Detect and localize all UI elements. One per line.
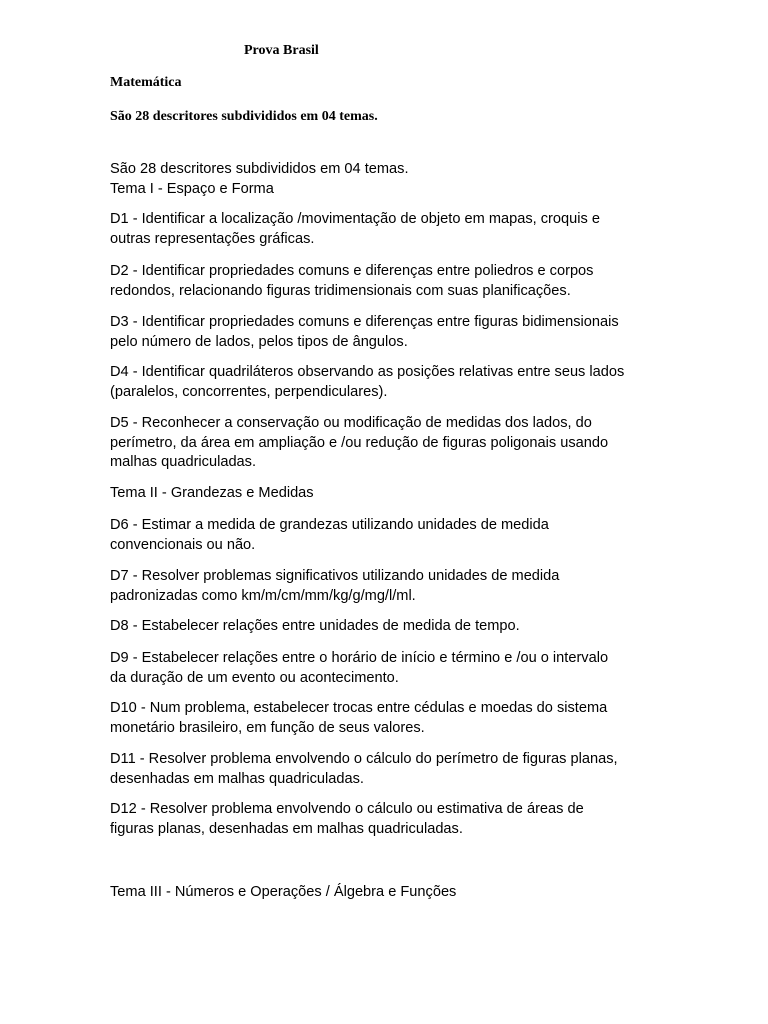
intro-bold-text: São 28 descritores subdivididos em 04 temas. bbox=[110, 109, 378, 124]
descriptor-line: D11 - Resolver problema envolvendo o cálculo do perímetro de figuras planas, bbox=[110, 751, 618, 767]
descriptor-d7 bbox=[110, 567, 670, 606]
descriptor-d11 bbox=[110, 750, 670, 789]
descriptor-line: D3 - Identificar propriedades comuns e diferenças entre figuras bidimensionais bbox=[110, 314, 619, 330]
descriptor-line: D2 - Identificar propriedades comuns e diferenças entre poliedros e corpos bbox=[110, 263, 594, 279]
descriptor-line: D10 - Num problema, estabelecer trocas entre cédulas e moedas do sistema bbox=[110, 700, 608, 716]
descriptor-line: D7 - Resolver problemas significativos utilizando unidades de medida bbox=[110, 568, 560, 584]
descriptor-d5 bbox=[110, 414, 670, 473]
descriptor-line: padronizadas como km/m/cm/mm/kg/g/mg/l/ml. bbox=[110, 587, 416, 604]
tema-1-heading: Tema I - Espaço e Forma bbox=[110, 180, 274, 197]
descriptor-line: D5 - Reconhecer a conservação ou modificação de medidas dos lados, do bbox=[110, 415, 592, 431]
descriptor-d8 bbox=[110, 617, 670, 637]
descriptor-d2 bbox=[110, 262, 670, 301]
tema-heading-text: Tema III - Números e Operações / Álgebra e Funções bbox=[110, 884, 457, 900]
descriptor-d9 bbox=[110, 649, 670, 688]
document-title: Prova Brasil bbox=[244, 43, 319, 58]
tema-3-heading bbox=[110, 883, 670, 903]
descriptor-line: D1 - Identificar a localização /movimentação de objeto em mapas, croquis e bbox=[110, 211, 600, 227]
descriptor-line: figuras planas, desenhadas em malhas quadriculadas. bbox=[110, 820, 463, 837]
descriptor-line: D6 - Estimar a medida de grandezas utilizando unidades de medida bbox=[110, 517, 549, 533]
descriptor-line: malhas quadriculadas. bbox=[110, 454, 257, 470]
descriptor-line: (paralelos, concorrentes, perpendiculares). bbox=[110, 383, 388, 400]
descriptor-line: D12 - Resolver problema envolvendo o cálculo ou estimativa de áreas de bbox=[110, 801, 584, 817]
tema-2-heading bbox=[110, 484, 670, 504]
descriptor-line: redondos, relacionando figuras tridimensionais com suas planificações. bbox=[110, 282, 571, 299]
descriptor-line: D8 - Estabelecer relações entre unidades de medida de tempo. bbox=[110, 618, 520, 634]
descriptor-d1 bbox=[110, 210, 670, 249]
descriptor-line: outras representações gráficas. bbox=[110, 230, 315, 247]
descriptor-line: desenhadas em malhas quadriculadas. bbox=[110, 770, 364, 787]
descriptor-d10 bbox=[110, 699, 670, 738]
tema-heading-text: Tema II - Grandezas e Medidas bbox=[110, 485, 314, 501]
descriptor-line: monetário brasileiro, em função de seus valores. bbox=[110, 719, 425, 736]
descriptor-line: D4 - Identificar quadriláteros observando as posições relativas entre seus lados bbox=[110, 364, 625, 380]
descriptor-line: convencionais ou não. bbox=[110, 536, 256, 553]
intro-line: São 28 descritores subdivididos em 04 temas. bbox=[110, 161, 409, 177]
descriptor-line: da duração de um evento ou acontecimento. bbox=[110, 669, 399, 686]
descriptor-line: perímetro, da área em ampliação e /ou redução de figuras poligonais usando bbox=[110, 434, 609, 451]
descriptor-d4 bbox=[110, 363, 670, 402]
descriptor-line: D9 - Estabelecer relações entre o horário de início e término e /ou o intervalo bbox=[110, 650, 609, 666]
descriptor-d12 bbox=[110, 800, 670, 839]
descriptor-d3 bbox=[110, 313, 670, 352]
subject-heading: Matemática bbox=[110, 75, 182, 90]
descriptor-d6 bbox=[110, 516, 670, 555]
intro-paragraph bbox=[110, 160, 670, 199]
descriptor-line: pelo número de lados, pelos tipos de ângulos. bbox=[110, 333, 408, 350]
